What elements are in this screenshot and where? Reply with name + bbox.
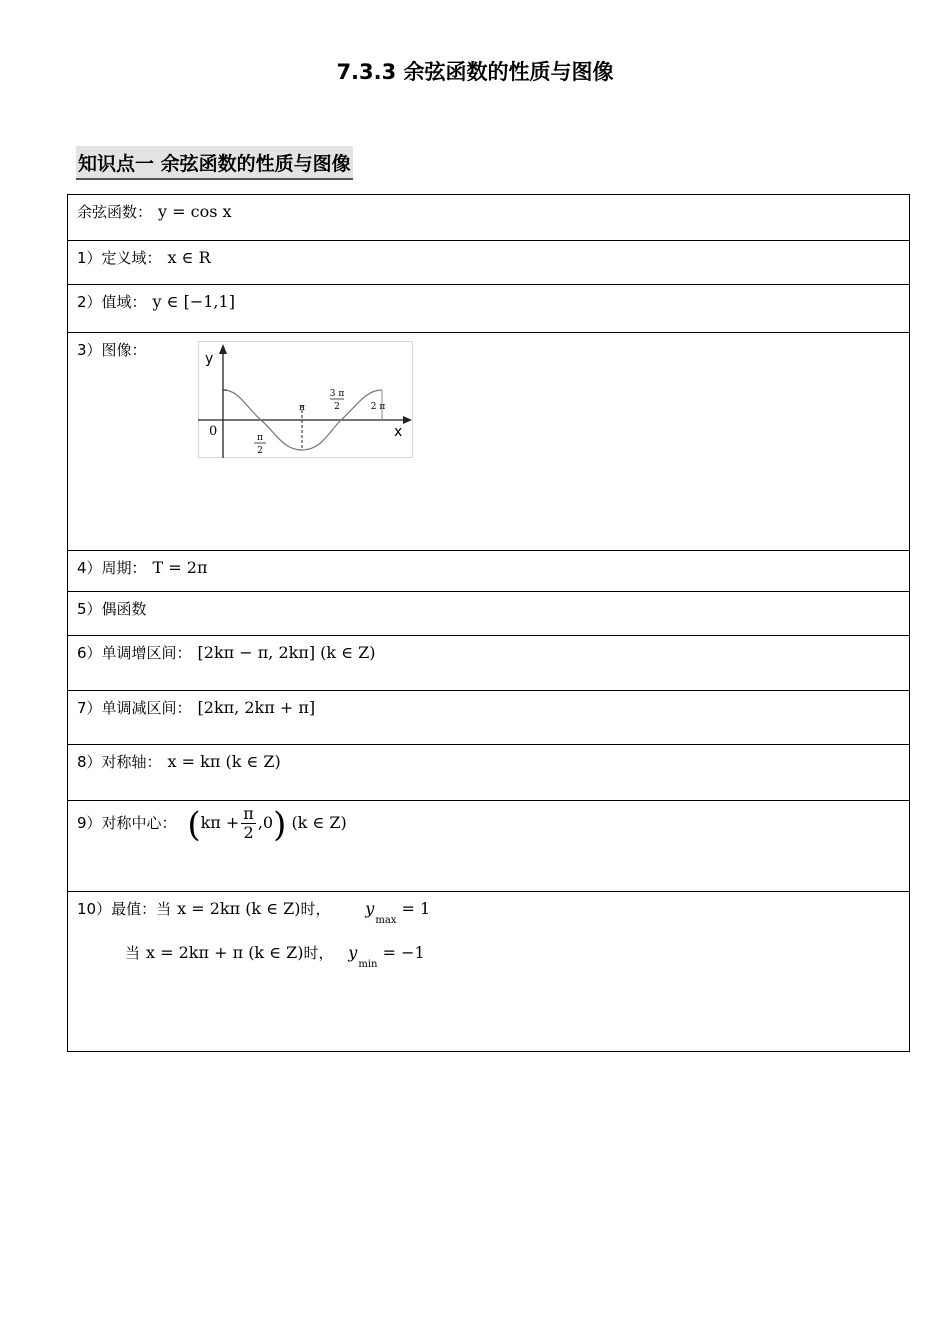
parity-label: 5）偶函数	[77, 600, 147, 618]
origin-label: 0	[209, 424, 218, 439]
min-expr: x = 2kπ + π (k ∈ Z)	[146, 943, 304, 962]
row-parity	[68, 592, 910, 636]
row-graph	[68, 333, 910, 551]
row-function	[68, 195, 910, 241]
center-fraction	[241, 805, 256, 842]
tick-pi2-num: π	[257, 433, 263, 443]
max-value	[365, 899, 431, 926]
row-symmetry-center	[68, 801, 910, 892]
center-den: 2	[243, 823, 254, 842]
row-period	[68, 551, 910, 592]
row-domain	[68, 241, 910, 285]
graph-label: 3）图像：	[77, 341, 147, 359]
max-when: 时，	[300, 900, 331, 918]
range-label: 2）值域：	[77, 293, 147, 311]
period-label: 4）周期：	[77, 559, 147, 577]
extreme-label: 10）最值：	[77, 900, 157, 918]
function-label: 余弦函数：	[77, 203, 153, 221]
symmetry-axis-expr: x = kπ (k ∈ Z)	[167, 752, 281, 771]
max-expr: x = 2kπ (k ∈ Z)	[177, 899, 301, 918]
row-range	[68, 285, 910, 333]
period-expr: T = 2π	[152, 558, 208, 577]
symmetry-axis-label: 8）对称轴：	[77, 753, 162, 771]
page-title: 7.3.3 余弦函数的性质与图像	[336, 60, 614, 84]
center-k: kπ +	[200, 813, 240, 832]
tick-3pi2-den: 2	[334, 402, 340, 412]
range-expr: y ∈ [−1,1]	[152, 292, 235, 311]
tick-2pi: 2 π	[370, 402, 386, 412]
y-label: y	[205, 351, 214, 367]
min-when: 时，	[303, 944, 334, 962]
x-label: x	[394, 424, 403, 440]
max-val: = 1	[401, 899, 431, 918]
row-extremes	[68, 892, 910, 1052]
max-line	[77, 898, 900, 932]
decreasing-expr: [2kπ, 2kπ + π]	[197, 698, 316, 717]
properties-table	[67, 194, 910, 1052]
row-increasing	[68, 636, 910, 691]
y-axis-arrow	[219, 344, 227, 354]
min-sub: min	[358, 959, 378, 970]
decreasing-label: 7）单调减区间：	[77, 699, 192, 717]
center-cond: (k ∈ Z)	[291, 813, 347, 832]
graph-frame	[199, 342, 413, 458]
domain-expr: x ∈ R	[167, 248, 211, 267]
increasing-label: 6）单调增区间：	[77, 644, 192, 662]
min-value	[348, 943, 425, 970]
max-y: y	[365, 899, 375, 918]
max-prefix: 当	[156, 900, 172, 918]
max-sub: max	[375, 915, 397, 926]
cosine-graph	[198, 341, 414, 459]
row-symmetry-axis	[68, 745, 910, 801]
tick-3pi2-num: 3 π	[329, 389, 345, 399]
section-title: 知识点一 余弦函数的性质与图像	[76, 146, 353, 180]
tick-pi: π	[299, 403, 305, 413]
min-val: = −1	[382, 943, 425, 962]
center-num: π	[243, 804, 254, 823]
row-decreasing	[68, 691, 910, 745]
x-axis-arrow	[403, 416, 412, 424]
increasing-expr: [2kπ − π, 2kπ] (k ∈ Z)	[197, 643, 376, 662]
symmetry-center-label: 9）对称中心：	[77, 814, 177, 832]
symmetry-center-expr: (kπ + $\frac{\pi}{2}$ ,0) (k ∈ Z)	[187, 804, 347, 845]
min-y: y	[348, 943, 358, 962]
domain-label: 1）定义域：	[77, 249, 162, 267]
tick-pi2-den: 2	[257, 446, 263, 456]
function-expr: y = cos x	[158, 202, 232, 221]
min-prefix: 当	[125, 944, 141, 962]
min-line	[125, 942, 900, 976]
center-tail: ,0	[257, 813, 274, 832]
